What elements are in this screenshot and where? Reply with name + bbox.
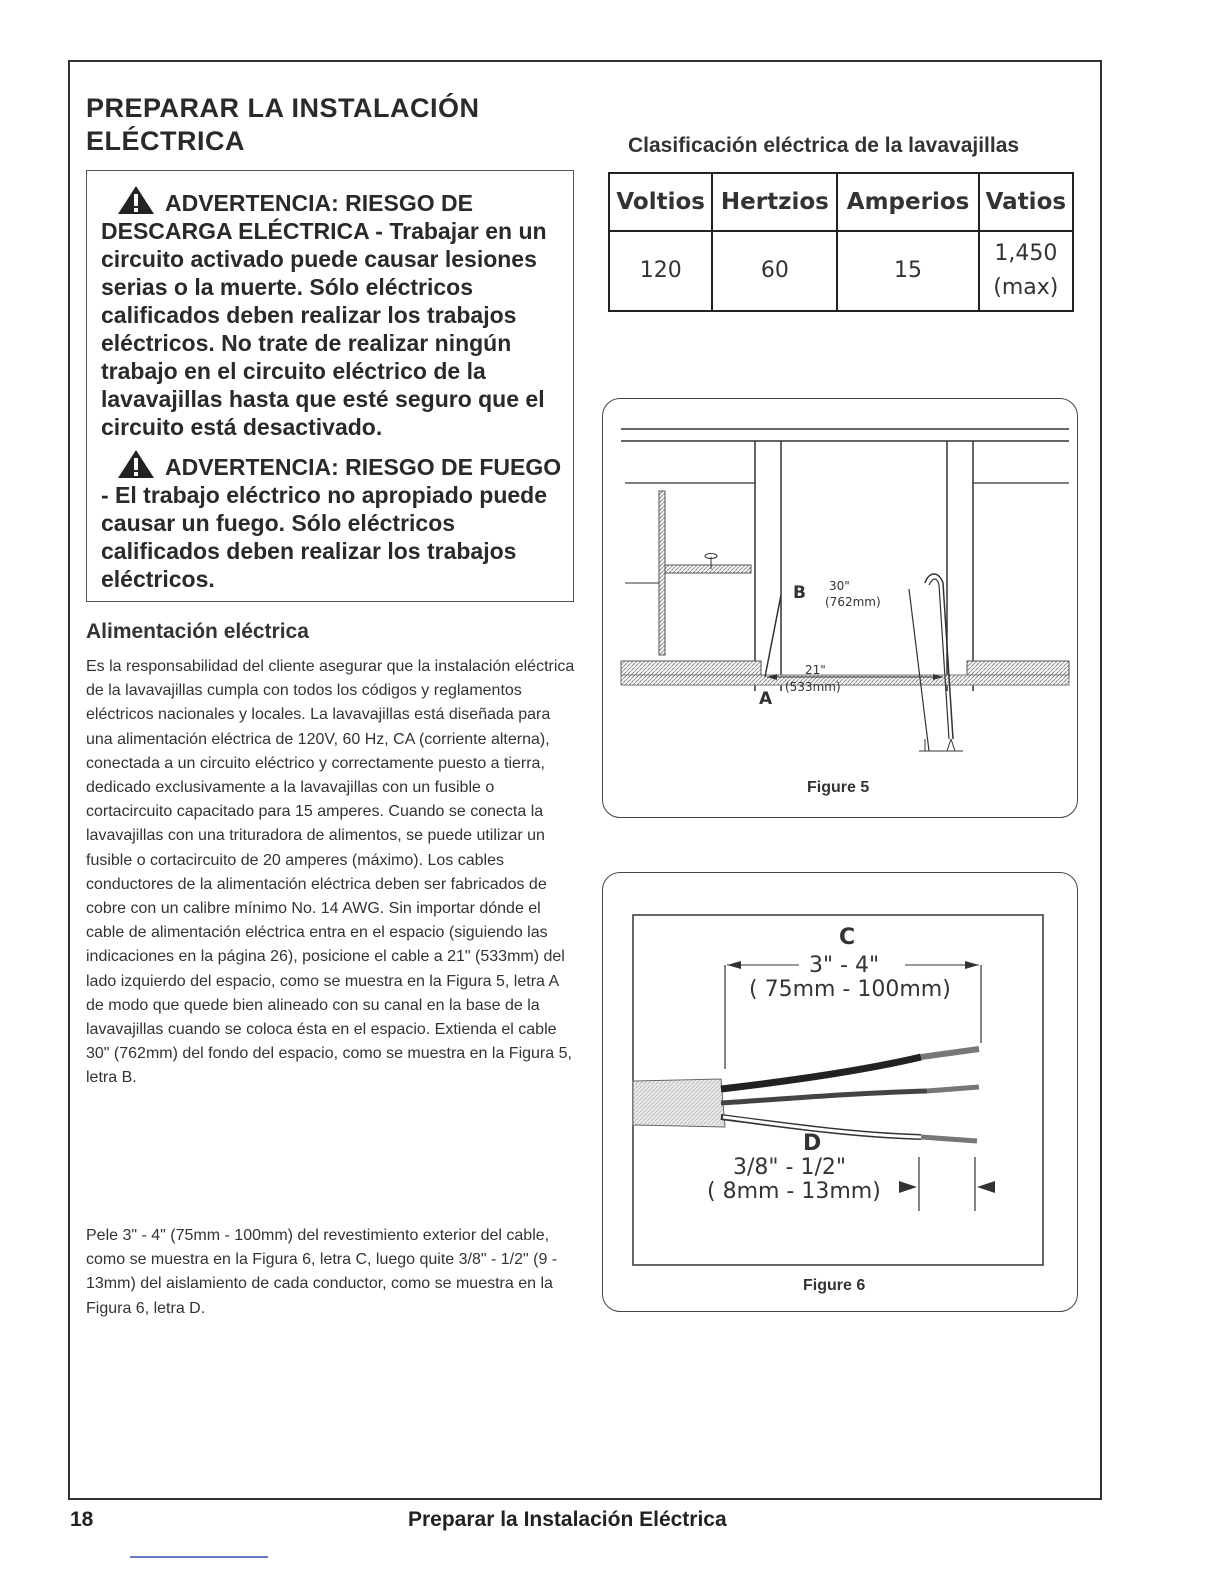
strip-c-dimension: 3" - 4" <box>809 953 880 978</box>
figure-5 <box>602 398 1078 818</box>
warning-triangle-icon <box>117 449 155 479</box>
section-subheading: Alimentación eléctrica <box>86 620 309 643</box>
page-number: 18 <box>70 1508 94 1531</box>
depth-dimension: 30" <box>829 579 850 593</box>
figure-5-caption: Figure 5 <box>807 779 870 796</box>
figure-6 <box>602 872 1078 1312</box>
label-b: B <box>793 583 806 603</box>
fire-warning-text: ADVERTENCIA: RIESGO DE FUEGO - El trabajo eléctrico no apropiado puede causar un fuego. Sólo eléctricos calificados deben realizar los trabajos eléctricos. <box>101 454 562 592</box>
body-paragraph-2: Pele 3" - 4" (75mm - 100mm) del revestimiento exterior del cable, como se muestra en la Figura 6, letra C, luego quite 3/8" - 1/2" (9 - 13mm) del aislamiento de cada conductor, como se muestra en la Figura 6, letra D. <box>86 1227 558 1317</box>
rating-table-title: Clasificación eléctrica de la lavavajillas <box>628 134 1020 157</box>
strip-c-metric: ( 75mm - 100mm) <box>749 977 951 1002</box>
watts-value: 1,450 <box>994 241 1058 266</box>
warning-triangle-icon <box>117 185 155 215</box>
header-hertz: Hertzios <box>712 173 837 231</box>
strip-d-metric: ( 8mm - 13mm) <box>707 1179 881 1204</box>
depth-metric: (762mm) <box>825 595 881 609</box>
label-c: C <box>839 925 856 950</box>
watts-max: (max) <box>993 275 1059 300</box>
shock-warning-text: ADVERTENCIA: RIESGO DE DESCARGA ELÉCTRICA - Trabajar en un circuito activado puede causar lesiones serias o la muerte. Sólo eléctricos calificados deben realizar los trabajos eléctricos. No trate de realizar ningún trabajo en el circuito eléctrico de la lavavajillas hasta que esté seguro que el circuito está desactivado. <box>101 190 547 440</box>
offset-dimension: 21" <box>805 663 826 677</box>
label-a: A <box>759 689 773 709</box>
shock-warning <box>101 185 565 441</box>
header-volts: Voltios <box>609 173 712 231</box>
header-amps: Amperios <box>837 173 978 231</box>
page-title: PREPARAR LA INSTALACIÓN ELÉCTRICA <box>86 93 480 156</box>
electrical-rating-table <box>608 172 1074 312</box>
cell-volts: 120 <box>609 231 712 311</box>
footer-link-underline <box>130 1556 268 1558</box>
offset-metric: (533mm) <box>785 680 841 694</box>
figure-6-caption: Figure 6 <box>803 1277 866 1294</box>
table-row <box>609 231 1073 311</box>
cell-hertz: 60 <box>712 231 837 311</box>
cell-amps: 15 <box>837 231 978 311</box>
cell-watts <box>979 231 1073 311</box>
table-header-row <box>609 173 1073 231</box>
fire-warning <box>101 449 565 593</box>
label-d: D <box>803 1131 822 1156</box>
body-paragraph-1: Es la responsabilidad del cliente asegurar que la instalación eléctrica de la lavavajillas cumpla con todos los códigos y reglamentos eléctricos nacionales y locales. La lavavajillas está diseñada para una alimentación eléctrica de 120V, 60 Hz, CA (corriente alterna), conectada a un circuito eléctrico y correctamente puesto a tierra, dedicado exclusivamente a la lavavajillas con un fusible o cortacircuito capacitado para 15 amperes. Cuando se conecta la lavavajillas con una trituradora de alimentos, se puede utilizar un fusible o cortacircuito de 20 amperes (máximo). Los cables conductores de la alimentación eléctrica deben ser fabricados de cobre con un calibre mínimo No. 14 AWG. Sin importar dónde el cable de alimentación eléctrica entra en el espacio (siguiendo las indicaciones en la página 26), posicione el cable a 21" (533mm) del lado izquierdo del espacio, como se muestra en la Figura 5, letra A de modo que quede bien alineado con su canal en la base de la lavavajillas cuando se coloca ésta en el espacio. Extienda el cable 30" (762mm) del fondo del espacio, como se muestra en la Figura 5, letra B. <box>86 658 575 1087</box>
footer-title: Preparar la Instalación Eléctrica <box>408 1508 727 1531</box>
header-watts: Vatios <box>979 173 1073 231</box>
strip-d-dimension: 3/8" - 1/2" <box>733 1155 846 1180</box>
warning-box <box>86 170 574 602</box>
cabinet-opening-diagram <box>603 399 1079 819</box>
